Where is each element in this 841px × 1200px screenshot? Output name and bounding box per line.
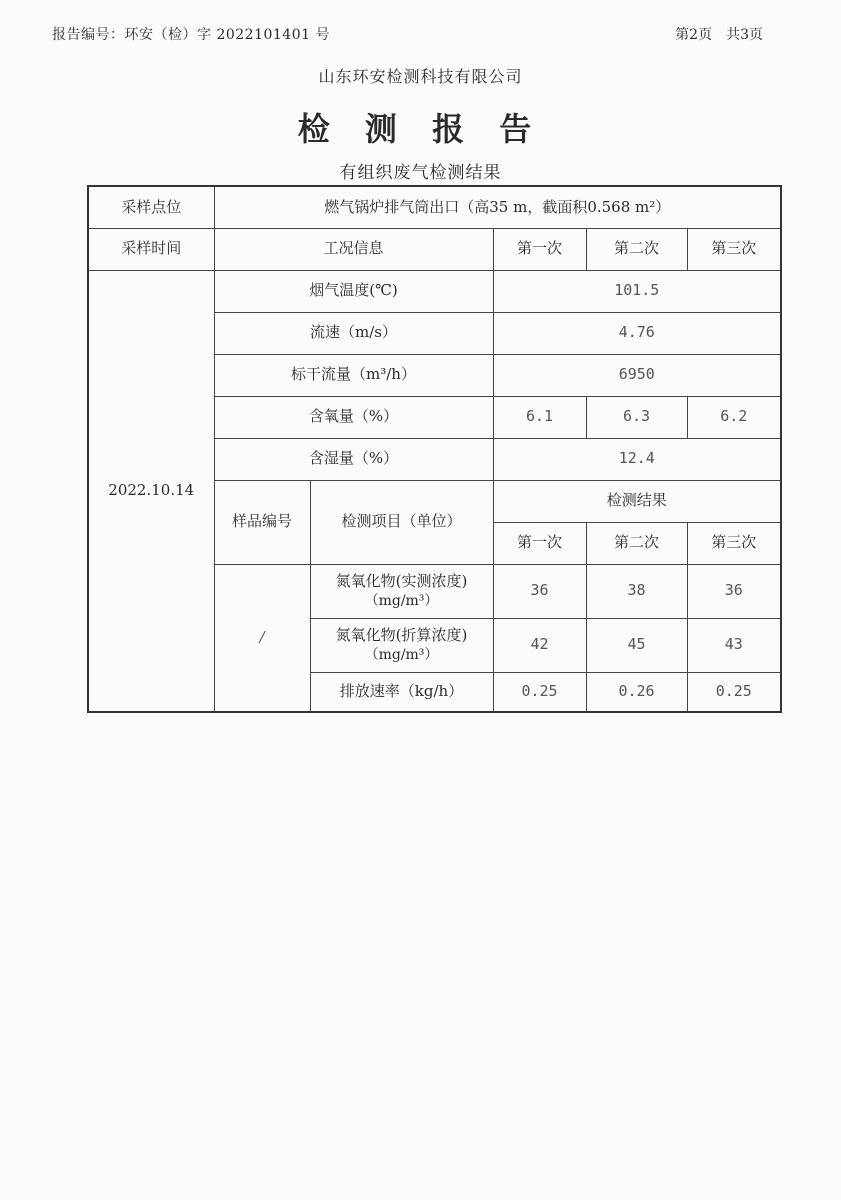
- nox-converted-unit: （mg/m³）: [364, 646, 439, 663]
- sample-no-label: 样品编号: [214, 480, 310, 564]
- emission-rate-value: 0.25: [493, 672, 586, 712]
- condition-label: 工况信息: [214, 228, 493, 270]
- moisture-label: 含湿量（%）: [214, 438, 493, 480]
- emission-rate-value: 0.25: [687, 672, 781, 712]
- dry-flow-value: 6950: [493, 354, 781, 396]
- nox-measured-label: [310, 564, 493, 618]
- run-label: 第一次: [493, 228, 586, 270]
- sampling-time-label: 采样时间: [88, 228, 214, 270]
- nox-converted-label: [310, 618, 493, 672]
- nox-converted-value: 43: [687, 618, 781, 672]
- table-row: [88, 228, 781, 270]
- run-label: 第二次: [586, 522, 687, 564]
- report-title: 检 测 报 告: [297, 110, 544, 148]
- page-number: 第2页: [675, 27, 713, 43]
- sample-no-value: /: [214, 564, 310, 712]
- velocity-label: 流速（m/s）: [214, 312, 493, 354]
- nox-measured-value: 36: [687, 564, 781, 618]
- oxygen-value: 6.1: [493, 396, 586, 438]
- nox-measured-value: 38: [586, 564, 687, 618]
- velocity-value: 4.76: [493, 312, 781, 354]
- sampling-point-value: 燃气锅炉排气筒出口（高35 m，截面积0.568 m²）: [214, 186, 781, 228]
- nox-measured-unit: （mg/m³）: [364, 592, 439, 609]
- sampling-date: 2022.10.14: [88, 270, 214, 712]
- run-label: 第一次: [493, 522, 586, 564]
- result-label: 检测结果: [493, 480, 781, 522]
- report-number: 报告编号：环安（检）字 2022101401 号: [52, 27, 330, 43]
- oxygen-value: 6.3: [586, 396, 687, 438]
- table-row: [88, 270, 781, 312]
- run-label: 第二次: [586, 228, 687, 270]
- nox-measured-name: 氮氧化物(实测浓度): [335, 572, 468, 591]
- page-indicator: [661, 24, 763, 44]
- nox-converted-value: 45: [586, 618, 687, 672]
- oxygen-value: 6.2: [687, 396, 781, 438]
- emission-rate-value: 0.26: [586, 672, 687, 712]
- nox-converted-value: 42: [493, 618, 586, 672]
- table-row: [88, 186, 781, 228]
- run-label: 第三次: [687, 228, 781, 270]
- nox-converted-name: 氮氧化物(折算浓度): [335, 626, 468, 645]
- emission-rate-label: 排放速率（kg/h）: [310, 672, 493, 712]
- oxygen-label: 含氧量（%）: [214, 396, 493, 438]
- results-table: [87, 185, 782, 713]
- flue-temp-value: 101.5: [493, 270, 781, 312]
- page-total: 共3页: [726, 27, 763, 43]
- item-label: 检测项目（单位）: [310, 480, 493, 564]
- dry-flow-label: 标干流量（m³/h）: [214, 354, 493, 396]
- sampling-point-label: 采样点位: [88, 186, 214, 228]
- run-label: 第三次: [687, 522, 781, 564]
- company-name: 山东环安检测科技有限公司: [318, 67, 523, 86]
- flue-temp-label: 烟气温度(℃): [214, 270, 493, 312]
- table-subtitle: 有组织废气检测结果: [339, 163, 502, 183]
- nox-measured-value: 36: [493, 564, 586, 618]
- moisture-value: 12.4: [493, 438, 781, 480]
